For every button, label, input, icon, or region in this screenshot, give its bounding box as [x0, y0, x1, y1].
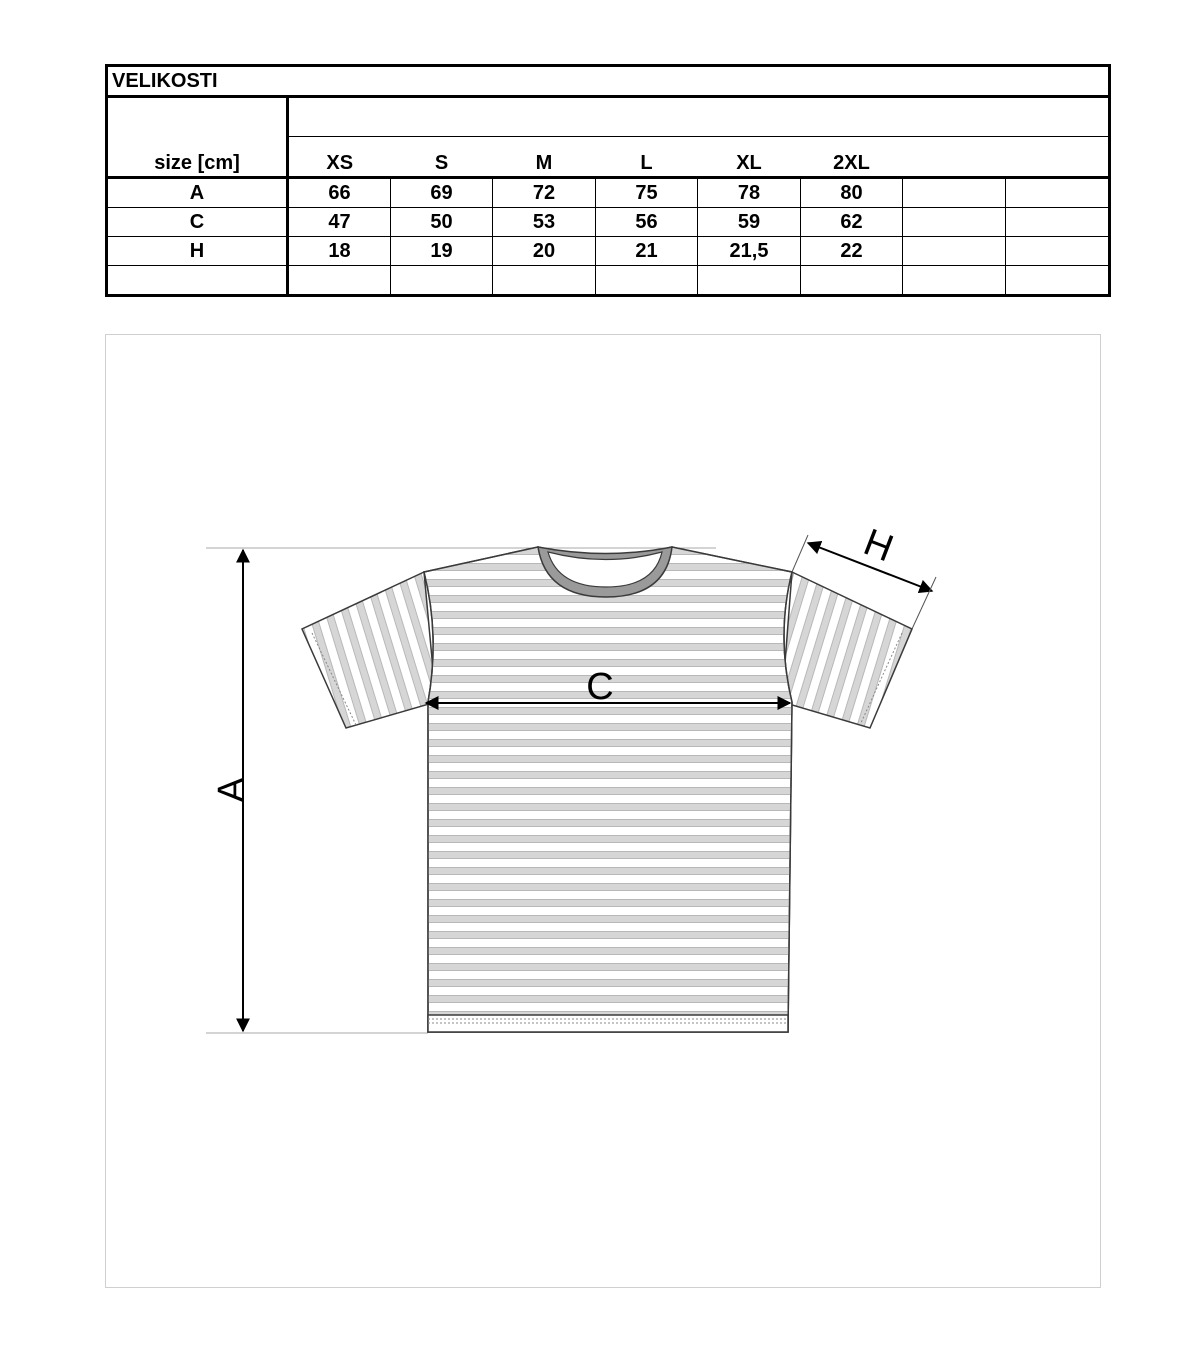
dimension-label-c: C: [586, 666, 614, 708]
cell-h-xl: 21,5: [698, 237, 801, 266]
blank-cell: [596, 266, 698, 296]
dimension-a: [211, 550, 253, 1031]
cell-c-xs: 47: [288, 208, 391, 237]
size-header-label: size [cm]: [107, 137, 288, 178]
cell-a-m: 72: [493, 178, 596, 208]
blank-cell: [1006, 266, 1110, 296]
cell-h-xs: 18: [288, 237, 391, 266]
size-table: [105, 64, 1111, 297]
left-sleeve: [302, 572, 436, 728]
size-header-m: M: [493, 137, 596, 178]
row-label-h: H: [107, 237, 288, 266]
table-row: [107, 266, 1110, 296]
blank-cell: [288, 97, 1110, 137]
cell-a-s: 69: [391, 178, 493, 208]
table-row: [107, 237, 1110, 266]
blank-cell: [1006, 208, 1110, 237]
dimension-label-a: A: [211, 777, 253, 803]
header-row: [107, 137, 1110, 178]
size-header-2xl: 2XL: [801, 137, 903, 178]
blank-cell: [493, 266, 596, 296]
blank-cell: [903, 266, 1006, 296]
cell-a-xs: 66: [288, 178, 391, 208]
cell-c-m: 53: [493, 208, 596, 237]
tshirt-diagram: [105, 334, 1101, 1288]
size-header-xl: XL: [698, 137, 801, 178]
cell-h-m: 20: [493, 237, 596, 266]
blank-cell: [288, 266, 391, 296]
table-row: [107, 208, 1110, 237]
cell-h-s: 19: [391, 237, 493, 266]
cell-a-xl: 78: [698, 178, 801, 208]
cell-c-2xl: 62: [801, 208, 903, 237]
cell-c-s: 50: [391, 208, 493, 237]
cell-c-l: 56: [596, 208, 698, 237]
blank-cell: [903, 178, 1006, 208]
size-header-l: L: [596, 137, 698, 178]
blank-cell: [107, 97, 288, 137]
blank-cell: [1006, 137, 1110, 178]
blank-cell: [801, 266, 903, 296]
blank-cell: [1006, 237, 1110, 266]
row-label-a: A: [107, 178, 288, 208]
blank-cell: [391, 266, 493, 296]
table-row: [107, 178, 1110, 208]
dimension-label-h: H: [857, 521, 899, 571]
blank-cell: [107, 266, 288, 296]
cell-a-l: 75: [596, 178, 698, 208]
cell-c-xl: 59: [698, 208, 801, 237]
size-header-s: S: [391, 137, 493, 178]
cell-h-2xl: 22: [801, 237, 903, 266]
size-header-xs: XS: [288, 137, 391, 178]
blank-cell: [903, 137, 1006, 178]
blank-cell: [903, 237, 1006, 266]
shirt-body: [424, 547, 792, 1032]
blank-cell: [903, 208, 1006, 237]
cell-h-l: 21: [596, 237, 698, 266]
cell-a-2xl: 80: [801, 178, 903, 208]
table-title: VELIKOSTI: [107, 66, 1110, 97]
blank-cell: [698, 266, 801, 296]
right-sleeve: [782, 572, 912, 728]
blank-cell: [1006, 178, 1110, 208]
tshirt-drawing: [106, 335, 1102, 1289]
row-label-c: C: [107, 208, 288, 237]
